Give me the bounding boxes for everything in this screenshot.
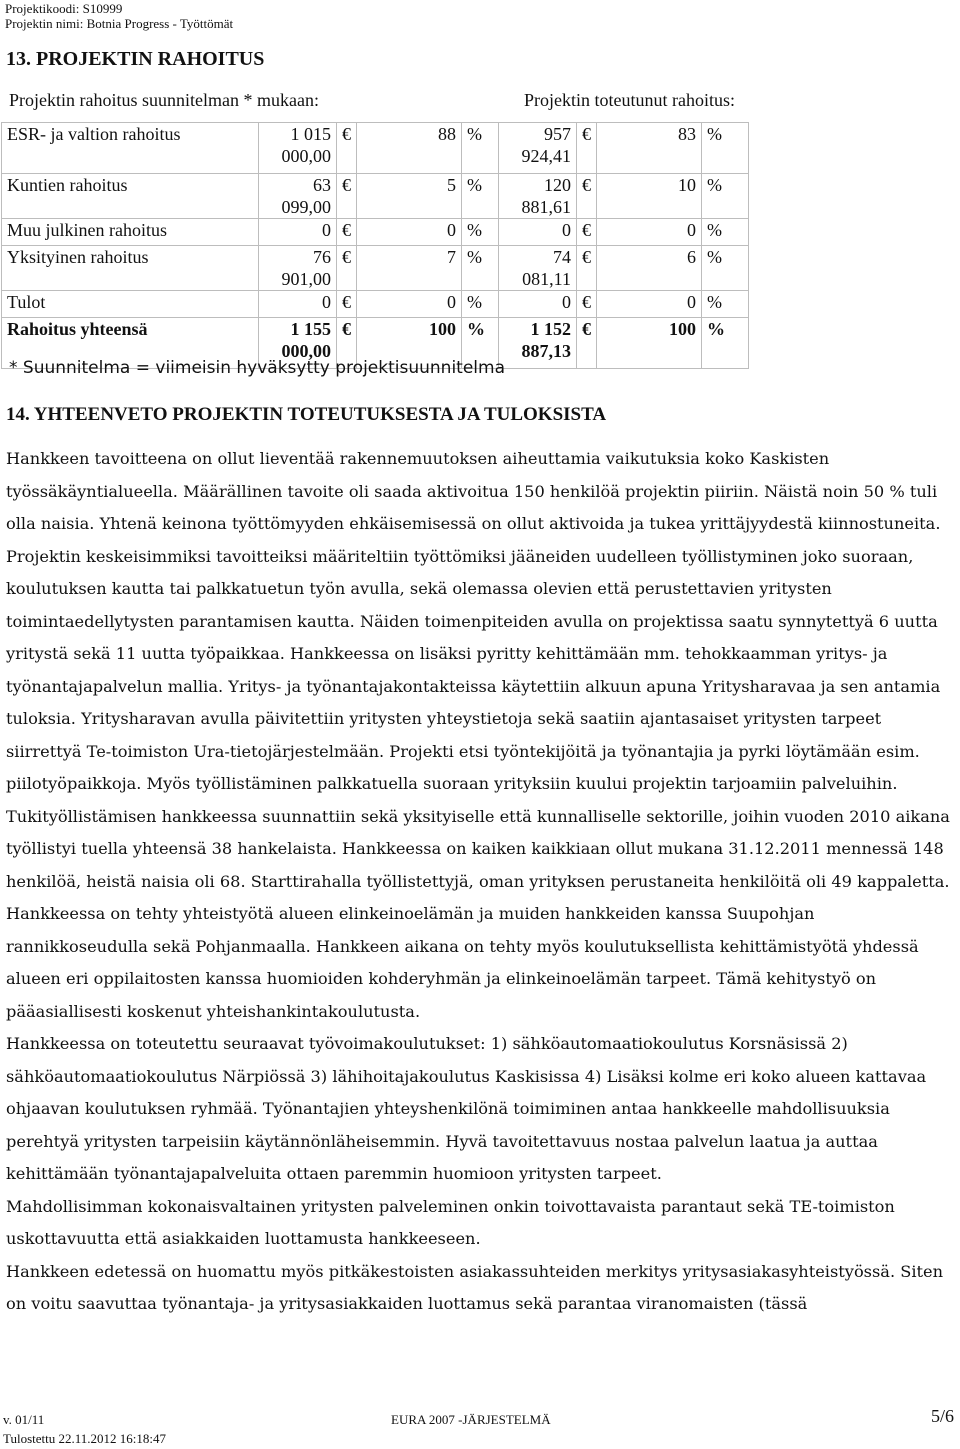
funding-row-label: Kuntien rahoitus [2, 174, 259, 219]
summary-paragraph: Hankkeen edetessä on huomattu myös pitkäkestoisten asiakassuhteiden merkitys yritysasiakasyhteistyössä. Siten on voitu saavuttaa työnantaja- ja yritysasiakkaiden luottamus sekä parantaa viranomaisten (tässä [6, 1261, 944, 1313]
currency-symbol: € [577, 291, 597, 318]
plan-footnote: * Suunnitelma = viimeisin hyväksytty projektisuunnitelma [9, 358, 505, 378]
actual-percent: 0 [597, 219, 702, 246]
actual-amount: 1 152 887,13 [499, 318, 577, 369]
page-number: 5/6 [930, 1406, 954, 1426]
funding-row-label: Yksityinen rahoitus [2, 246, 259, 291]
funding-row [2, 219, 749, 246]
planned-percent: 0 [357, 219, 462, 246]
actual-amount: 957 924,41 [499, 123, 577, 174]
currency-symbol: € [577, 174, 597, 219]
funding-row-label: Rahoitus yhteensä [2, 318, 259, 369]
percent-sign: % [462, 174, 499, 219]
funding-row [2, 246, 749, 291]
percent-sign: % [462, 291, 499, 318]
percent-sign: % [462, 246, 499, 291]
funding-row-label: Muu julkinen rahoitus [2, 219, 259, 246]
actual-percent: 100 [597, 318, 702, 369]
currency-symbol: € [337, 246, 357, 291]
percent-sign: % [702, 318, 749, 369]
actual-percent: 0 [597, 291, 702, 318]
footer-system: EURA 2007 -JÄRJESTELMÄ [391, 1412, 551, 1427]
planned-percent: 88 [357, 123, 462, 174]
summary-paragraph: Hankkeessa on tehty yhteistyötä alueen elinkeinoelämän ja muiden hankkeiden kanssa Suupohjan rannikkoseudulla sekä Pohjanmaalla. Hankkeen aikana on tehty myös koulutuksellista kehittämistyötä yhdessä alueen eri oppilaitosten kanssa huomioiden kohderyhmän ja elinkeinoelämän tarpeet. Tämä kehitystyö on pääasiallisesti koskenut yhteishankintakoulutusta. [6, 904, 919, 1021]
section-13-title: 13. PROJEKTIN RAHOITUS [6, 48, 265, 70]
footer-printed: Tulostettu 22.11.2012 16:18:47 [3, 1431, 167, 1446]
summary-body [6, 443, 956, 1321]
footer-version: v. 01/11 [3, 1412, 45, 1427]
actual-percent: 10 [597, 174, 702, 219]
actual-amount: 74 081,11 [499, 246, 577, 291]
planned-amount: 1 015 000,00 [259, 123, 337, 174]
summary-paragraph: Hankkeessa on toteutettu seuraavat työvoimakoulutukset: 1) sähköautomaatiokoulutus Korsnäsissä 2) sähköautomaatiokoulutus Närpiössä 3) lähihoitajakoulutus Kaskisissa 4) Lisäksi kolme eri koko alueen kattavaa ohjaavan koulutuksen ryhmää. Työnantajien yhteyshenkilönä toimiminen antaa hankkeelle mahdollisuuksia perehtyä yritysten tarpeisiin käytännönläheisemmin. Hyvä tavoitettavuus nostaa palvelun laatua ja auttaa kehittämään työnantajapalveluita ottaen paremmin huomioon yritysten tarpeet. [6, 1034, 927, 1183]
planned-amount: 1 155 000,00 [259, 318, 337, 369]
summary-paragraph: Projektin keskeisimmiksi tavoitteiksi määriteltiin työttömiksi jääneiden uudelleen työllistyminen joko suoraan, koulutuksen kautta tai palkkatuetun työn avulla, sekä olemassa olevien että perustettavien yritysten toimintaedellytysten parantamisen kautta. Näiden toimenpiteiden avulla on projektissa saatu synnytettyä 6 uutta yritystä sekä 11 uutta työpaikkaa. Hankkeessa on lisäksi pyritty kehittämään mm. tehokkaamman yritys- ja työnantajapalvelun mallia. Yritys- ja työnantajakontakteissa käytettiin alkuun apuna Yritysharavaa ja sen antamia tuloksia. Yritysharavan avulla päivitettiin yritysten yhteystietoja sekä saatiin ajantasaiset yritysten tarpeet siirrettyä Te-toimiston Ura-tietojärjestelmään. Projekti etsi työntekijöitä ja työnantajia ja pyrki löytämään esim. piilotyöpaikkoja. Myös työllistäminen palkkatuella suoraan yrityksiin kuului projektin tarjoamiin palveluihin. Tukityöllistämisen hankkeessa suunnattiin sekä yksityiselle että kunnalliselle sektorille, joihin vuoden 2010 aikana työllistyi tuella yhteensä 38 hankelaista. Hankkeessa on kaiken kaikkiaan ollut mukana 31.12.2011 mennessä 148 henkilöä, heistä naisia oli 68. Starttirahalla työllistettyjä, oman yrityksen perustaneita henkilöitä oli 49 kappaletta. [6, 546, 950, 891]
percent-sign: % [702, 246, 749, 291]
actual-funding-label: Projektin toteutunut rahoitus: [524, 90, 735, 110]
summary-paragraph: Hankkeen tavoitteena on ollut lieventää rakennemuutoksen aiheuttamia vaikutuksia koko Kaskisten työssäkäyntialueella. Määrällinen tavoite oli saada aktivoitua 150 henkilöä projektin piiriin. Näistä noin 50 % tuli olla naisia. Yhtenä keinona työttömyyden ehkäisemisessä on ollut aktivoida ja tukea yrittäjyydestä kiinnostuneita. [6, 449, 941, 533]
percent-sign: % [702, 219, 749, 246]
percent-sign: % [702, 291, 749, 318]
actual-amount: 0 [499, 219, 577, 246]
percent-sign: % [462, 318, 499, 369]
planned-percent: 100 [357, 318, 462, 369]
planned-percent: 0 [357, 291, 462, 318]
currency-symbol: € [577, 219, 597, 246]
funding-row [2, 291, 749, 318]
funding-row [2, 123, 749, 174]
percent-sign: % [702, 174, 749, 219]
actual-amount: 120 881,61 [499, 174, 577, 219]
planned-percent: 7 [357, 246, 462, 291]
planned-percent: 5 [357, 174, 462, 219]
currency-symbol: € [577, 246, 597, 291]
funding-row-label: ESR- ja valtion rahoitus [2, 123, 259, 174]
currency-symbol: € [577, 123, 597, 174]
project-name: Projektin nimi: Botnia Progress - Työttömät [5, 16, 234, 31]
planned-amount: 0 [259, 219, 337, 246]
currency-symbol: € [337, 174, 357, 219]
project-code: Projektikoodi: S10999 [5, 1, 123, 16]
actual-percent: 6 [597, 246, 702, 291]
planned-amount: 0 [259, 291, 337, 318]
planned-amount: 63 099,00 [259, 174, 337, 219]
summary-paragraph: Mahdollisimman kokonaisvaltainen yritysten palveleminen onkin toivottavaista parantaut sekä TE-toimiston uskottavuutta että asiakkaiden luottamusta hankkeeseen. [6, 1196, 895, 1248]
percent-sign: % [462, 123, 499, 174]
currency-symbol: € [337, 318, 357, 369]
section-14-title: 14. YHTEENVETO PROJEKTIN TOTEUTUKSESTA JA TULOKSISTA [6, 404, 607, 425]
currency-symbol: € [337, 123, 357, 174]
currency-symbol: € [337, 219, 357, 246]
percent-sign: % [702, 123, 749, 174]
planned-amount: 76 901,00 [259, 246, 337, 291]
funding-table [1, 122, 749, 369]
percent-sign: % [462, 219, 499, 246]
actual-percent: 83 [597, 123, 702, 174]
funding-row-label: Tulot [2, 291, 259, 318]
actual-amount: 0 [499, 291, 577, 318]
planned-funding-label: Projektin rahoitus suunnitelman * mukaan: [9, 90, 319, 110]
funding-row [2, 174, 749, 219]
currency-symbol: € [337, 291, 357, 318]
currency-symbol: € [577, 318, 597, 369]
